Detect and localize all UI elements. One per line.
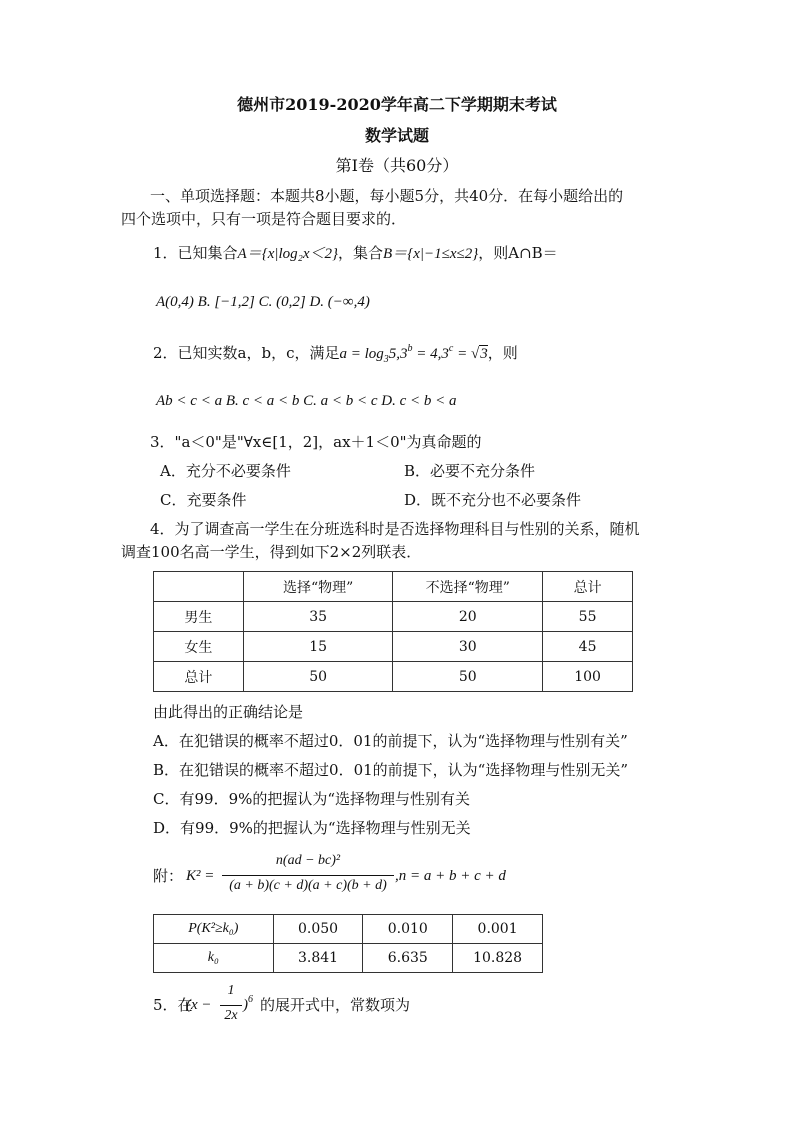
q5-prefix: 5．在 <box>153 996 193 1014</box>
question-4-stem-line2: 调查100名高一学生，得到如下2×2列联表． <box>121 543 422 561</box>
table-cell: 3.841 <box>273 944 363 973</box>
exam-title: 德州市2019-2020学年高二下学期期末考试 <box>237 95 557 114</box>
q2-prefix: 2．已知实数a，b，c，满足 <box>153 344 340 362</box>
q5-expr-close: )$^6$ <box>243 994 253 1013</box>
question-2-stem <box>153 343 518 366</box>
fraction-denominator: (a + b)(c + d)(a + c)(b + d) <box>229 878 387 893</box>
q4-option-d: D．有99．9%的把握认为“选择物理与性别无关 <box>153 819 471 837</box>
conclusion-label: 由此得出的正确结论是 <box>153 703 304 721</box>
q3-option-a: A．充分不必要条件 <box>160 462 291 480</box>
table-cell: 30 <box>393 632 543 662</box>
q2-condition: $a = \log_35,3^b = 4,3^c = √3$ <box>339 343 488 365</box>
table-row <box>154 915 543 944</box>
table-row <box>154 602 633 632</box>
q5-suffix: 的展开式中，常数项为 <box>260 996 411 1014</box>
q1-prefix: 1．已知集合 <box>153 244 238 262</box>
contingency-table <box>153 571 633 692</box>
k2-fraction <box>222 853 394 899</box>
appendix-label: 附： <box>153 867 184 885</box>
fraction-bar <box>222 875 394 876</box>
exam-subject: 数学试题 <box>364 126 429 145</box>
q5-expr-open: (x − <box>186 997 212 1013</box>
table-row <box>154 632 633 662</box>
table-cell: 35 <box>243 602 393 632</box>
table-cell: 6.635 <box>363 944 453 973</box>
table-header-cell: 总计 <box>543 572 633 602</box>
table-header-cell: 不选择“物理” <box>393 572 543 602</box>
sqrt-radicand: 3 <box>480 346 488 362</box>
table-cell: 50 <box>393 662 543 692</box>
table-cell: 男生 <box>154 602 244 632</box>
q3-option-c: C．充要条件 <box>160 491 247 509</box>
q2-suffix: ，则 <box>487 344 518 362</box>
q4-option-a: A．在犯错误的概率不超过0．01的前提下，认为“选择物理与性别有关” <box>153 732 628 750</box>
table-cell: 女生 <box>154 632 244 662</box>
table-cell: 20 <box>393 602 543 632</box>
table-header-cell <box>154 572 244 602</box>
k2-symbol: K² = <box>186 868 215 884</box>
question-1-options: A(0,4) B. [−1,2] C. (0,2] D. (−∞,4) <box>156 294 370 310</box>
table-header-row <box>154 572 633 602</box>
table-cell: 10.828 <box>453 944 543 973</box>
critical-value-table <box>153 914 543 973</box>
table-cell: 15 <box>243 632 393 662</box>
table-cell: 100 <box>543 662 633 692</box>
q3-option-b: B．必要不充分条件 <box>404 462 536 480</box>
q3-option-d: D．既不充分也不必要条件 <box>404 491 582 509</box>
q5-exponent: 6 <box>248 994 253 1005</box>
q1-suffix: ，则A∩B＝ <box>478 244 558 262</box>
table-cell: 0.050 <box>273 915 363 944</box>
table-cell: 0.010 <box>363 915 453 944</box>
table-cell: 50 <box>243 662 393 692</box>
fraction-numerator: 1 <box>227 983 235 998</box>
table-cell: k₀ <box>154 944 274 973</box>
q1-mid: ，集合 <box>338 244 384 262</box>
table-cell: 0.001 <box>453 915 543 944</box>
volume-heading: 第Ⅰ卷（共60分） <box>335 156 459 175</box>
table-cell: 45 <box>543 632 633 662</box>
q5-fraction <box>220 983 242 1029</box>
n-definition: ,n = a + b + c + d <box>395 868 506 884</box>
question-3-stem: 3．"a＜0"是"∀x∈[1，2]，ax＋1＜0"为真命题的 <box>150 433 482 451</box>
q4-option-b: B．在犯错误的概率不超过0．01的前提下，认为“选择物理与性别无关” <box>153 761 628 779</box>
table-cell: P(K²≥k₀) <box>154 915 274 944</box>
fraction-bar <box>220 1005 242 1006</box>
q1-set-a: A＝{x|log₂x＜2} <box>237 246 339 262</box>
question-4-stem-line1: 4．为了调查高一学生在分班选科时是否选择物理科目与性别的关系，随机 <box>150 520 640 538</box>
question-2-options: Ab < c < a B. c < a < b C. a < b < c D. c < b < a <box>156 393 457 409</box>
table-cell: 55 <box>543 602 633 632</box>
table-row <box>154 944 543 973</box>
section-intro-line2: 四个选项中，只有一项是符合题目要求的． <box>121 210 407 228</box>
fraction-numerator: n(ad − bc)² <box>275 853 341 868</box>
table-header-cell: 选择“物理” <box>243 572 393 602</box>
table-cell: 总计 <box>154 662 244 692</box>
section-intro-line1: 一、单项选择题：本题共8小题，每小题5分，共40分．在每小题给出的 <box>150 187 624 205</box>
table-row <box>154 662 633 692</box>
q4-option-c: C．有99．9%的把握认为“选择物理与性别有关 <box>153 790 471 808</box>
question-1-stem <box>153 243 558 264</box>
fraction-denominator: 2x <box>224 1008 238 1023</box>
q1-set-b: B＝{x|−1≤x≤2} <box>383 246 479 262</box>
